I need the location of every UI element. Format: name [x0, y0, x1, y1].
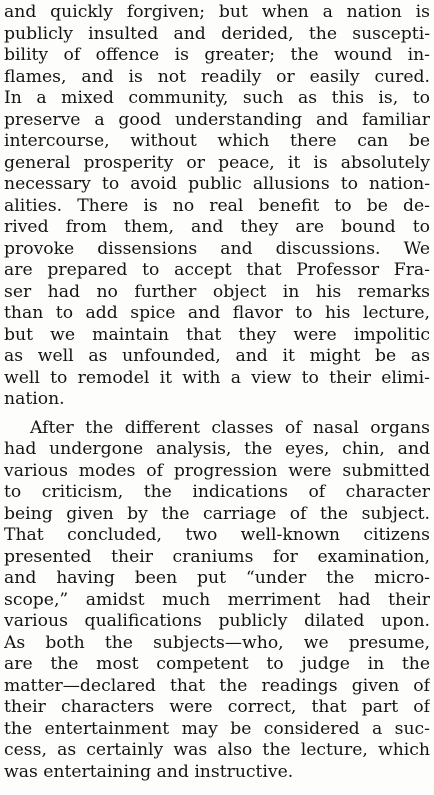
text-line: scope,” amidst much merriment had their: [4, 589, 430, 610]
text-line: various qualifications publicly dilated upon.: [4, 611, 430, 631]
text-line: bility of offence is greater; the wound in-: [4, 45, 430, 65]
text-line: but we maintain that they were impolitic: [4, 324, 430, 345]
text-line: publicly insulted and derided, the suscepti-: [4, 23, 430, 44]
text-line: are the most competent to judge in the: [4, 654, 430, 674]
text-line: flames, and is not readily or easily cured.: [4, 66, 430, 87]
text-line: In a mixed community, such as this is, to: [4, 88, 430, 108]
text-line: After the different classes of nasal organs: [30, 417, 430, 438]
text-line: matter—declared that the readings given of: [4, 675, 430, 696]
text-line: cess, as certainly was also the lecture, which: [4, 740, 430, 760]
text-line: rived from them, and they are bound to: [4, 217, 430, 237]
text-line: and having been put “under the micro-: [4, 568, 430, 588]
paragraph-2: [4, 418, 430, 784]
text-line: ser had no further object in his remarks: [4, 281, 430, 302]
text-line: to criticism, the indications of character: [4, 482, 430, 502]
text-line: various modes of progression were submitted: [4, 460, 430, 481]
text-line: their characters were correct, that part of: [4, 697, 430, 717]
text-line: being given by the carriage of the subject.: [4, 503, 430, 524]
text-line: nation.: [4, 389, 65, 409]
text-line: intercourse, without which there can be: [4, 131, 430, 151]
text-line: general prosperity or peace, it is absolutely: [4, 152, 430, 173]
text-line: than to add spice and flavor to his lecture,: [4, 303, 430, 323]
text-line: well to remodel it with a view to their elimi-: [4, 367, 430, 388]
text-line: are prepared to accept that Professor Fra-: [4, 260, 430, 280]
text-line: necessary to avoid public allusions to nation-: [4, 174, 430, 194]
text-line: the entertainment may be considered a suc-: [4, 718, 430, 739]
text-line: presented their craniums for examination,: [4, 546, 430, 567]
text-line: and quickly forgiven; but when a nation is: [4, 2, 430, 22]
paragraph-1: [4, 2, 430, 411]
text-line: As both the subjects—who, we presume,: [4, 632, 430, 653]
text-line: preserve a good understanding and familiar: [4, 109, 430, 130]
text-line: was entertaining and instructive.: [4, 761, 294, 782]
text-line: alities. There is no real benefit to be de-: [4, 195, 430, 216]
text-line: That concluded, two well-known citizens: [4, 525, 430, 545]
text-line: as well as unfounded, and it might be as: [4, 346, 430, 366]
text-line: provoke dissensions and discussions. We: [4, 238, 430, 259]
text-line: had undergone analysis, the eyes, chin, and: [4, 439, 430, 459]
